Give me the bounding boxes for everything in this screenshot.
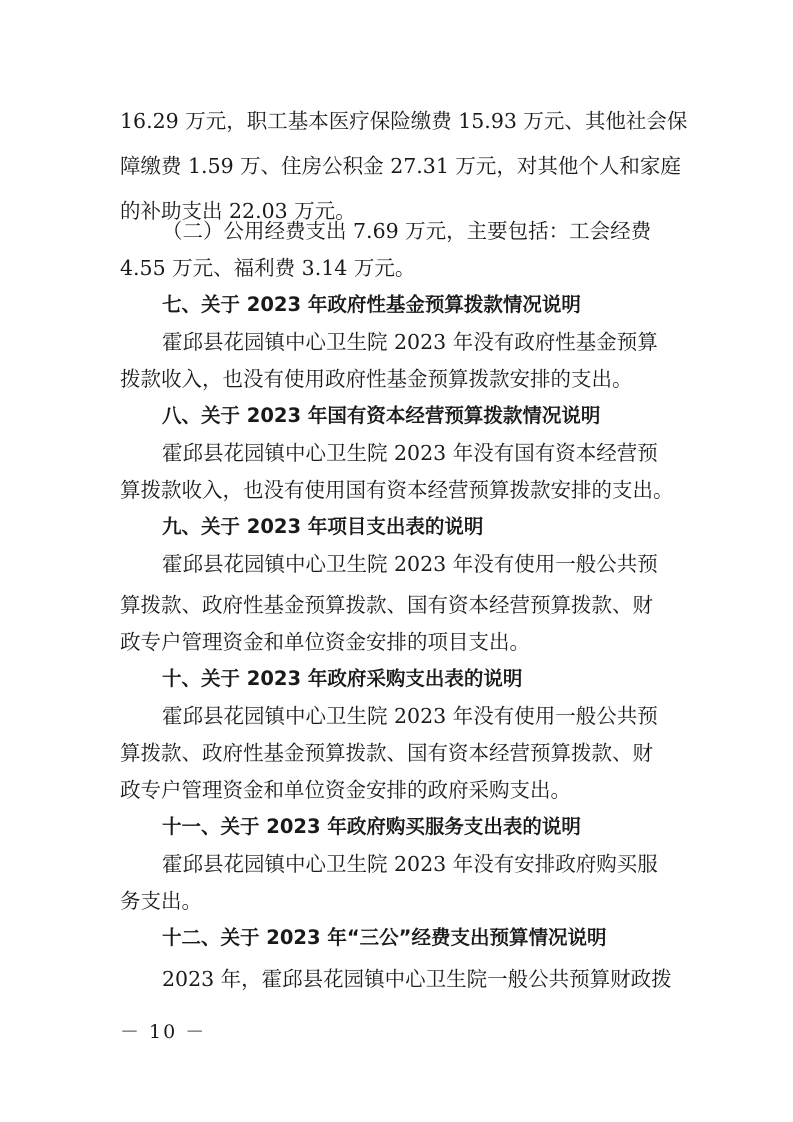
- body-text-line: 拨款收入，也没有使用政府性基金预算拨款安排的支出。: [120, 367, 633, 391]
- section-heading: 八、关于 2023 年国有资本经营预算拨款情况说明: [162, 404, 601, 427]
- body-text-line: 政专户管理资金和单位资金安排的项目支出。: [120, 630, 530, 654]
- body-text-line: （二）公用经费支出 7.69 万元，主要包括：工会经费: [162, 219, 652, 243]
- body-text-line: 务支出。: [120, 889, 202, 913]
- body-text-line: 算拨款、政府性基金预算拨款、国有资本经营预算拨款、财: [120, 593, 653, 617]
- body-text-line: 霍邱县花园镇中心卫生院 2023 年没有政府性基金预算: [162, 330, 658, 354]
- section-heading: 十二、关于 2023 年“三公”经费支出预算情况说明: [162, 926, 607, 949]
- body-text-line: 霍邱县花园镇中心卫生院 2023 年没有使用一般公共预: [162, 704, 658, 728]
- body-text-line: 政专户管理资金和单位资金安排的政府采购支出。: [120, 778, 571, 802]
- body-text-line: 算拨款收入，也没有使用国有资本经营预算拨款安排的支出。: [120, 478, 674, 502]
- body-text-line: 4.55 万元、福利费 3.14 万元。: [120, 256, 416, 280]
- section-heading: 九、关于 2023 年项目支出表的说明: [162, 515, 484, 538]
- body-text-line: 霍邱县花园镇中心卫生院 2023 年没有安排政府购买服: [162, 852, 658, 876]
- body-text-line: 障缴费 1.59 万、住房公积金 27.31 万元，对其他个人和家庭: [120, 154, 681, 178]
- section-heading: 十一、关于 2023 年政府购买服务支出表的说明: [162, 815, 581, 838]
- section-heading: 十、关于 2023 年政府采购支出表的说明: [162, 667, 523, 690]
- page-number: － 10 －: [120, 1021, 207, 1043]
- body-text-line: 的补助支出 22.03 万元。: [120, 199, 356, 223]
- body-text-line: 2023 年，霍邱县花园镇中心卫生院一般公共预算财政拨: [162, 967, 672, 991]
- body-text-line: 霍邱县花园镇中心卫生院 2023 年没有国有资本经营预: [162, 441, 658, 465]
- body-text-line: 16.29 万元，职工基本医疗保险缴费 15.93 万元、其他社会保: [120, 109, 688, 133]
- body-text-line: 霍邱县花园镇中心卫生院 2023 年没有使用一般公共预: [162, 552, 658, 576]
- body-text-line: 算拨款、政府性基金预算拨款、国有资本经营预算拨款、财: [120, 741, 653, 765]
- section-heading: 七、关于 2023 年政府性基金预算拨款情况说明: [162, 293, 581, 316]
